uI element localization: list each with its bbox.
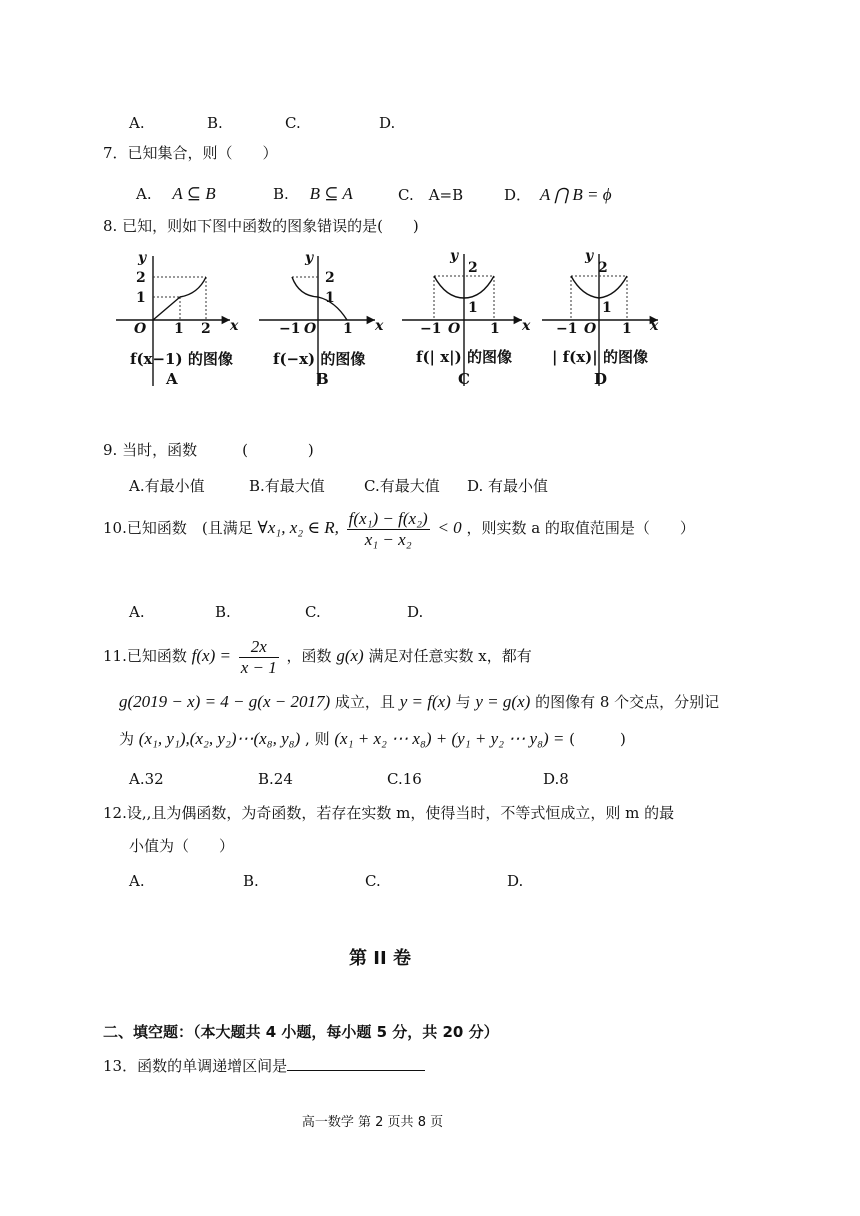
- q7-option-d: [504, 184, 612, 205]
- origin-label: O: [584, 321, 597, 337]
- q11-g-equation: g(2019 − x) = 4 − g(x − 2017): [119, 692, 331, 711]
- letter: D: [594, 370, 608, 388]
- origin-label: O: [304, 321, 317, 337]
- letter: B: [316, 370, 329, 388]
- y-label: y: [450, 248, 459, 264]
- q12-option-a: A.: [129, 872, 145, 890]
- q11-option-c: C.16: [387, 770, 422, 788]
- q11-y-eq-f: y = f(x): [399, 692, 451, 711]
- q9-stem: 9. 当时，函数 ( ): [103, 441, 314, 459]
- q7-option-d-label: D．: [504, 186, 532, 204]
- q11-mid: ，函数: [286, 647, 332, 665]
- q11-f-lhs: f(x) =: [191, 646, 231, 665]
- xtick-2: 2: [201, 321, 211, 337]
- q11-line3-b: , 则: [305, 730, 330, 748]
- q6-option-b: B.: [207, 114, 223, 132]
- q11-y-eq-g: y = g(x): [475, 692, 531, 711]
- q8-graph-d: [538, 246, 668, 396]
- q11-fraction: [239, 637, 279, 678]
- q7-option-d-math: A ⋂ B = ϕ: [539, 185, 612, 204]
- q11-line3-c: ( ): [569, 730, 626, 748]
- fill-heading: 二、填空题：（本大题共 4 小题，每小题 5 分，共 20 分）: [103, 1023, 499, 1041]
- letter: A: [166, 370, 178, 388]
- ytick-2: 2: [136, 270, 146, 286]
- ytick-1: 1: [468, 300, 478, 316]
- q7-option-b: [273, 184, 353, 204]
- letter: C: [458, 370, 470, 388]
- q6-option-d: D.: [379, 114, 396, 132]
- q10-numerator: f(x₁) − f(x₂): [348, 508, 428, 528]
- q13-stem: 13．函数的单调递增区间是: [103, 1057, 288, 1075]
- q10-option-a: A.: [129, 603, 145, 621]
- q13-answer-blank: [287, 1056, 425, 1071]
- section-title: 第 II 卷: [349, 948, 411, 969]
- q12-option-b: B.: [243, 872, 259, 890]
- q11-line1: [103, 634, 532, 678]
- ytick-2: 2: [468, 260, 478, 276]
- origin-label: O: [134, 321, 147, 337]
- x-label: x: [230, 318, 239, 334]
- caption: | f(x)| 的图像: [552, 348, 648, 366]
- q7-option-b-math: B ⊆ A: [309, 184, 353, 203]
- q12-line2: 小值为（ ）: [129, 837, 235, 855]
- q11-option-b: B.24: [258, 770, 293, 788]
- q11-prefix: 11.已知函数: [103, 647, 187, 665]
- origin-label: O: [448, 321, 461, 337]
- q10-relation: < 0: [437, 518, 462, 537]
- q10-option-d: D.: [407, 603, 424, 621]
- q11-sum: (x₁ + x₂ ⋯ x₈) + (y₁ + y₂ ⋯ y₈) =: [334, 729, 565, 748]
- xtick-neg1: −1: [420, 321, 442, 337]
- q9-option-b: B.有最大值: [249, 477, 325, 495]
- q9-option-d: D. 有最小值: [467, 477, 549, 495]
- curve: [292, 277, 347, 320]
- caption: f(x−1) 的图像: [130, 350, 233, 368]
- q11-option-d: D.8: [543, 770, 569, 788]
- q11-line3-a: 为: [119, 730, 135, 748]
- q10-option-c: C.: [305, 603, 321, 621]
- q7-option-a: [136, 184, 216, 204]
- ytick-1: 1: [602, 300, 612, 316]
- q8-graph-a: [112, 246, 252, 396]
- q7-option-a-label: A.: [136, 185, 152, 203]
- q11-option-a: A.32: [129, 770, 164, 788]
- caption: f(| x|) 的图像: [416, 348, 512, 366]
- q8-graph-c: [398, 246, 533, 396]
- q12-option-d: D.: [507, 872, 524, 890]
- caption: f(−x) 的图像: [273, 350, 366, 368]
- q8-graph-b: [255, 246, 390, 396]
- q12-option-c: C.: [365, 872, 381, 890]
- y-label: y: [305, 250, 314, 266]
- q11-denominator: x − 1: [240, 657, 277, 677]
- ytick-1: 1: [136, 290, 146, 306]
- q11-tail: 满足对任意实数 x，都有: [368, 647, 532, 665]
- q7-option-c: C. A=B: [398, 186, 464, 204]
- q13: [103, 1056, 425, 1076]
- q10-option-b: B.: [215, 603, 231, 621]
- q11-line3: [119, 729, 626, 749]
- q8-stem: 8. 已知，则如下图中函数的图象错误的是( ): [103, 217, 419, 235]
- q7-option-b-label: B.: [273, 185, 289, 203]
- ytick-2: 2: [598, 260, 608, 276]
- q10-denominator: x₁ − x₂: [364, 529, 412, 549]
- q10-stem: [103, 506, 695, 550]
- xtick-1: 1: [622, 321, 632, 337]
- xtick-1: 1: [174, 321, 184, 337]
- xtick-neg1: −1: [556, 321, 578, 337]
- q7-option-a-math: A ⊆ B: [172, 184, 216, 203]
- q6-option-c: C.: [285, 114, 301, 132]
- xtick-neg1: −1: [279, 321, 301, 337]
- q10-cond: ∀x₁, x₂ ∈ R,: [257, 518, 339, 537]
- q11-line2-a: 成立，且: [334, 693, 395, 711]
- q11-line2-c: 的图像有 8 个交点，分别记: [535, 693, 720, 711]
- xtick-1: 1: [343, 321, 353, 337]
- y-label: y: [138, 250, 147, 266]
- q10-fraction: [347, 509, 430, 550]
- x-label: x: [650, 318, 659, 334]
- page-footer: 高一数学 第 2 页共 8 页: [301, 1115, 444, 1130]
- x-label: x: [375, 318, 384, 334]
- q12-line1: 12.设,,且为偶函数，为奇函数，若存在实数 m，使得当时，不等式恒成立，则 m 的最: [103, 804, 675, 822]
- x-label: x: [522, 318, 531, 334]
- q11-g-name: g(x): [336, 646, 364, 665]
- q9-option-c: C.有最大值: [364, 477, 440, 495]
- q11-numerator: 2x: [239, 637, 279, 658]
- q6-option-a: A.: [129, 114, 145, 132]
- xtick-1: 1: [490, 321, 500, 337]
- q7-stem: 7．已知集合，则（ ）: [103, 144, 278, 162]
- q11-line2-b: 与: [455, 693, 471, 711]
- q11-points: (x₁, y₁),(x₂, y₂)⋯(x₈, y₈): [138, 729, 301, 748]
- q11-line2: [119, 692, 719, 712]
- q9-option-a: A.有最小值: [129, 477, 205, 495]
- q10-prefix: 10.已知函数 (且满足: [103, 519, 253, 537]
- y-label: y: [585, 248, 594, 264]
- q10-suffix: ，则实数 a 的取值范围是（ ）: [466, 519, 695, 537]
- ytick-1: 1: [325, 290, 335, 306]
- ytick-2: 2: [325, 270, 335, 286]
